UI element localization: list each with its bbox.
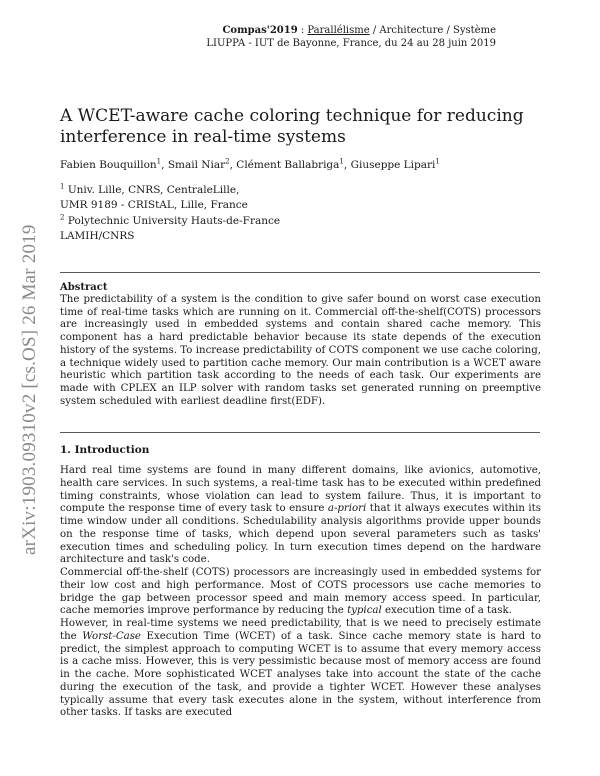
header-sep: : [297,25,308,36]
section-body [60,465,541,720]
author-affiliation-mark: 1 [435,157,440,166]
abstract-top-rule [60,272,540,273]
emphasis: Worst-Case [82,630,141,642]
emphasis: typical [347,605,382,617]
paragraph: Commercial off-the-shelf (COTS) processors are increasingly used in embedded systems for their low cost and high performance. Most of COTS processors use cache memories to bridge the gap between processor speed and main memory access speed. In particular, cache memories improve performance by reducing the typical execution time of a task. [60,567,541,617]
conference-track-link[interactable]: Parallélisme [307,25,370,36]
author-affiliation-mark: 2 [225,157,230,166]
conference-line [206,24,496,37]
abstract-heading: Abstract [60,282,108,293]
affiliation-number: 2 [60,213,65,222]
author-name: Clément Ballabriga [236,159,340,171]
affiliation-line: Polytechnic University Hauts-de-France [67,215,281,227]
paragraph: However, in real-time systems we need predictability, that is we need to precisely estimate the Worst-Case Execution Time (WCET) of a task. Since cache memory state is hard to predict, the simplest approach to computing WCET is to assume that every memory access is a cache miss. However, this is very pessimistic because most of memory access are found in the cache. More sophisticated WCET analyses take into account the state of the cache during the execution of the task, and provide a tighter WCET. However these analyses typically assume that every task executes alone in the system, without interference from other tasks. If tasks are executed [60,618,541,719]
arxiv-identifier: arXiv:1903.09310v2 [cs.OS] 26 Mar 2019 [19,224,40,555]
affiliation-line: UMR 9189 - CRIStAL, Lille, France [60,199,248,211]
paper-title: A WCET-aware cache coloring technique for reducing interference in real-time systems [60,106,524,147]
author-name: Fabien Bouquillon [60,159,157,171]
author-affiliation-mark: 1 [156,157,162,166]
section-heading: 1. Introduction [60,444,150,456]
conference-name: Compas'2019 [222,25,298,36]
affiliation-line: Univ. Lille, CNRS, CentraleLille, [67,184,240,196]
abstract-bottom-rule [60,432,540,433]
author-name: Giuseppe Lipari [350,159,436,171]
author-affiliation-mark: 1 [339,157,344,166]
affiliation-number: 1 [60,182,65,191]
paragraph: Hard real time systems are found in many different domains, like avionics, automotive, health care services. In such systems, a real-time task has to be executed within predefined timing constraints, whose violation can lead to system failure. Thus, it is important to compute the response time of every task to ensure a-priori that it always executes within its time window under all conditions. Schedulability analysis algorithms provide upper bounds on the response time of tasks, which depend upon several parameters such as tasks' execution times and scheduling policy. In turn execution times depend on the hardware architecture and task's code. [60,465,541,566]
abstract-text: The predictability of a system is the condition to give safer bound on worst case execution time of real-time tasks which are running on it. Commercial off-the-shelf(COTS) processors are increasingly used in embedded systems and contain shared cache memory. This component has a hard predictable behavior because its state depends of the execution history of the systems. To increase predictability of COTS component we use cache coloring, a technique widely used to partition cache memory. Our main contribution is a WCET aware heuristic which partition task according to the needs of each task. Our experiments are made with CPLEX an ILP solver with random tasks set generated running on preemptive system scheduled with earliest deadline first(EDF). [60,294,541,407]
affiliation-1 [60,183,248,213]
conference-header [206,24,496,50]
affiliation-line: LAMIH/CNRS [60,230,135,242]
affiliation-2 [60,214,280,244]
author-list: Fabien Bouquillon$^1$, Smail Niar$^2$, Clément Ballabriga$^1$, Giuseppe Lipari$^1$ [60,157,440,171]
author-name: Smail Niar [167,159,226,171]
conference-topics: / Architecture / Système [369,25,496,36]
conference-venue: LIUPPA - IUT de Bayonne, France, du 24 au 28 juin 2019 [206,38,496,49]
emphasis: a-priori [327,503,367,515]
